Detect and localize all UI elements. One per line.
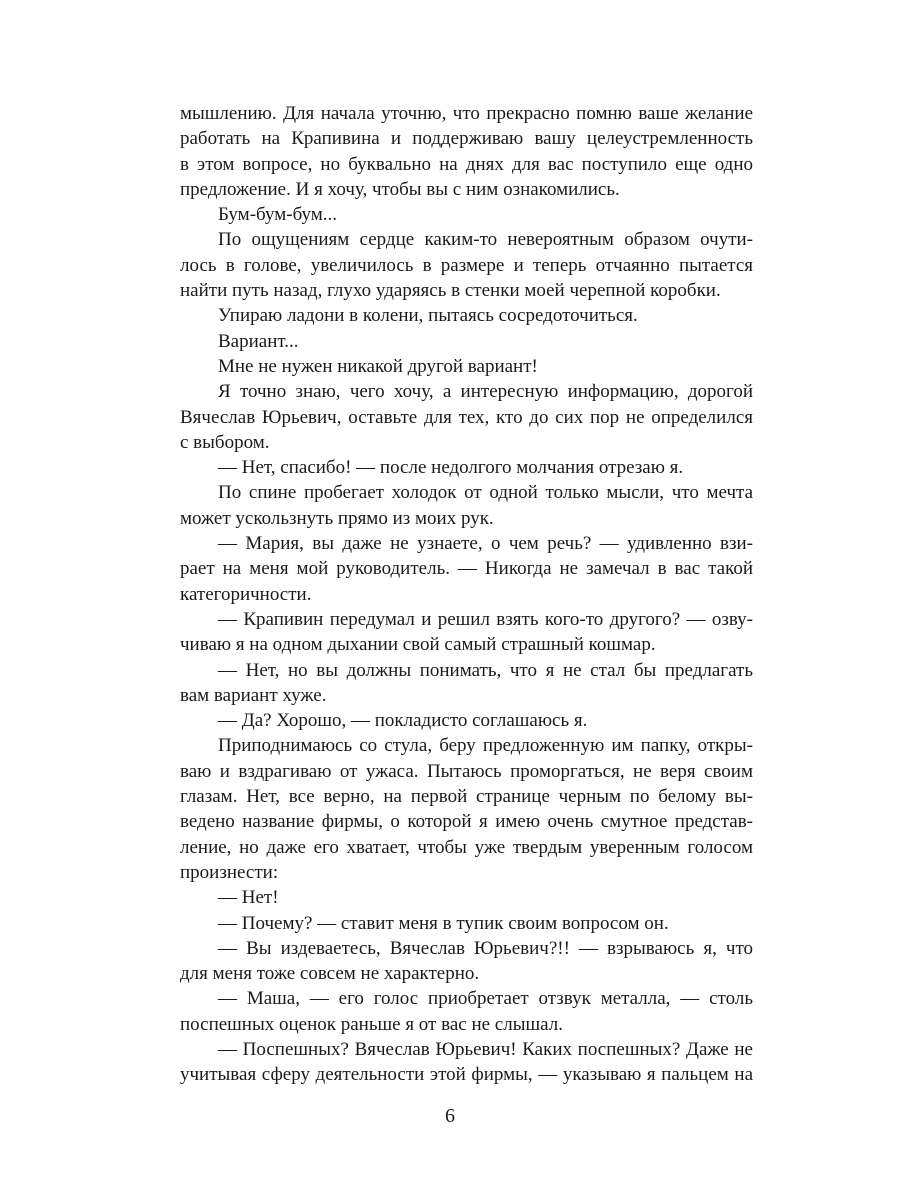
text-line: глазам. Нет, все верно, на первой странице черным по белому вы- bbox=[180, 786, 753, 808]
text-line: ваю и вздрагиваю от ужаса. Пытаюсь проморгаться, не веря своим bbox=[180, 760, 753, 782]
text-line: учитывая сферу деятельности этой фирмы, — указываю я пальцем на bbox=[180, 1064, 753, 1086]
text-line: Вячеслав Юрьевич, оставьте для тех, кто до сих пор не определился bbox=[180, 406, 753, 428]
text-line: — Нет, но вы должны понимать, что я не стал бы предлагать bbox=[218, 659, 753, 681]
text-line: с выбором. bbox=[180, 431, 270, 453]
text-line: По ощущениям сердце каким-то невероятным образом очути- bbox=[218, 229, 753, 251]
text-line: Мне не нужен никакой другой вариант! bbox=[218, 355, 538, 377]
text-line: категоричности. bbox=[180, 583, 312, 605]
text-line: Вариант... bbox=[218, 330, 299, 352]
text-line: работать на Крапивина и поддерживаю вашу целеустремленность bbox=[180, 128, 753, 150]
text-line: рает на меня мой руководитель. — Никогда не замечал в вас такой bbox=[180, 558, 753, 580]
text-line: — Маша, — его голос приобретает отзвук металла, — столь bbox=[218, 988, 753, 1010]
text-line: поспешных оценок раньше я от вас не слышал. bbox=[180, 1013, 563, 1035]
text-line: для меня тоже совсем не характерно. bbox=[180, 963, 480, 985]
page-number: 6 bbox=[445, 1105, 455, 1127]
text-line: может ускользнуть прямо из моих рук. bbox=[180, 507, 494, 529]
text-line: — Мария, вы даже не узнаете, о чем речь? — удивленно взи- bbox=[218, 533, 753, 555]
text-line: — Нет, спасибо! — после недолгого молчания отрезаю я. bbox=[218, 457, 684, 479]
text-line: ление, но даже его хватает, чтобы уже твердым уверенным голосом bbox=[180, 836, 753, 858]
text-line: — Поспешных? Вячеслав Юрьевич! Каких поспешных? Даже не bbox=[218, 1038, 753, 1060]
text-line: вам вариант хуже. bbox=[180, 684, 327, 706]
text-line: Приподнимаюсь со стула, беру предложенную им папку, откры- bbox=[218, 735, 753, 757]
text-line: — Вы издеваетесь, Вячеслав Юрьевич?!! — взрываюсь я, что bbox=[218, 937, 753, 959]
text-line: найти путь назад, глухо ударяясь в стенки моей черепной коробки. bbox=[180, 280, 721, 302]
text-line: Упираю ладони в колени, пытаясь сосредоточиться. bbox=[218, 305, 638, 327]
text-line: По спине пробегает холодок от одной только мысли, что мечта bbox=[218, 482, 753, 504]
text-line: — Нет! bbox=[218, 887, 279, 909]
page-body-text bbox=[180, 101, 753, 1088]
text-line: — Да? Хорошо, — покладисто соглашаюсь я. bbox=[218, 710, 588, 732]
text-line: Я точно знаю, чего хочу, а интересную информацию, дорогой bbox=[218, 381, 753, 403]
text-line: в этом вопросе, но буквально на днях для вас поступило еще одно bbox=[180, 153, 753, 175]
text-line: лось в голове, увеличилось в размере и теперь отчаянно пытается bbox=[180, 254, 753, 276]
text-line: ведено название фирмы, о которой я имею очень смутное представ- bbox=[180, 811, 753, 833]
text-line: — Почему? — ставит меня в тупик своим вопросом он. bbox=[218, 912, 669, 934]
text-line: произнести: bbox=[180, 861, 279, 883]
text-line: мышлению. Для начала уточню, что прекрасно помню ваше желание bbox=[180, 103, 753, 124]
text-line: чиваю я на одном дыхании свой самый страшный кошмар. bbox=[180, 634, 656, 656]
text-line: Бум-бум-бум... bbox=[218, 204, 338, 226]
text-line: предложение. И я хочу, чтобы вы с ним ознакомились. bbox=[180, 178, 620, 200]
text-line: — Крапивин передумал и решил взять кого-то другого? — озву- bbox=[218, 608, 753, 630]
